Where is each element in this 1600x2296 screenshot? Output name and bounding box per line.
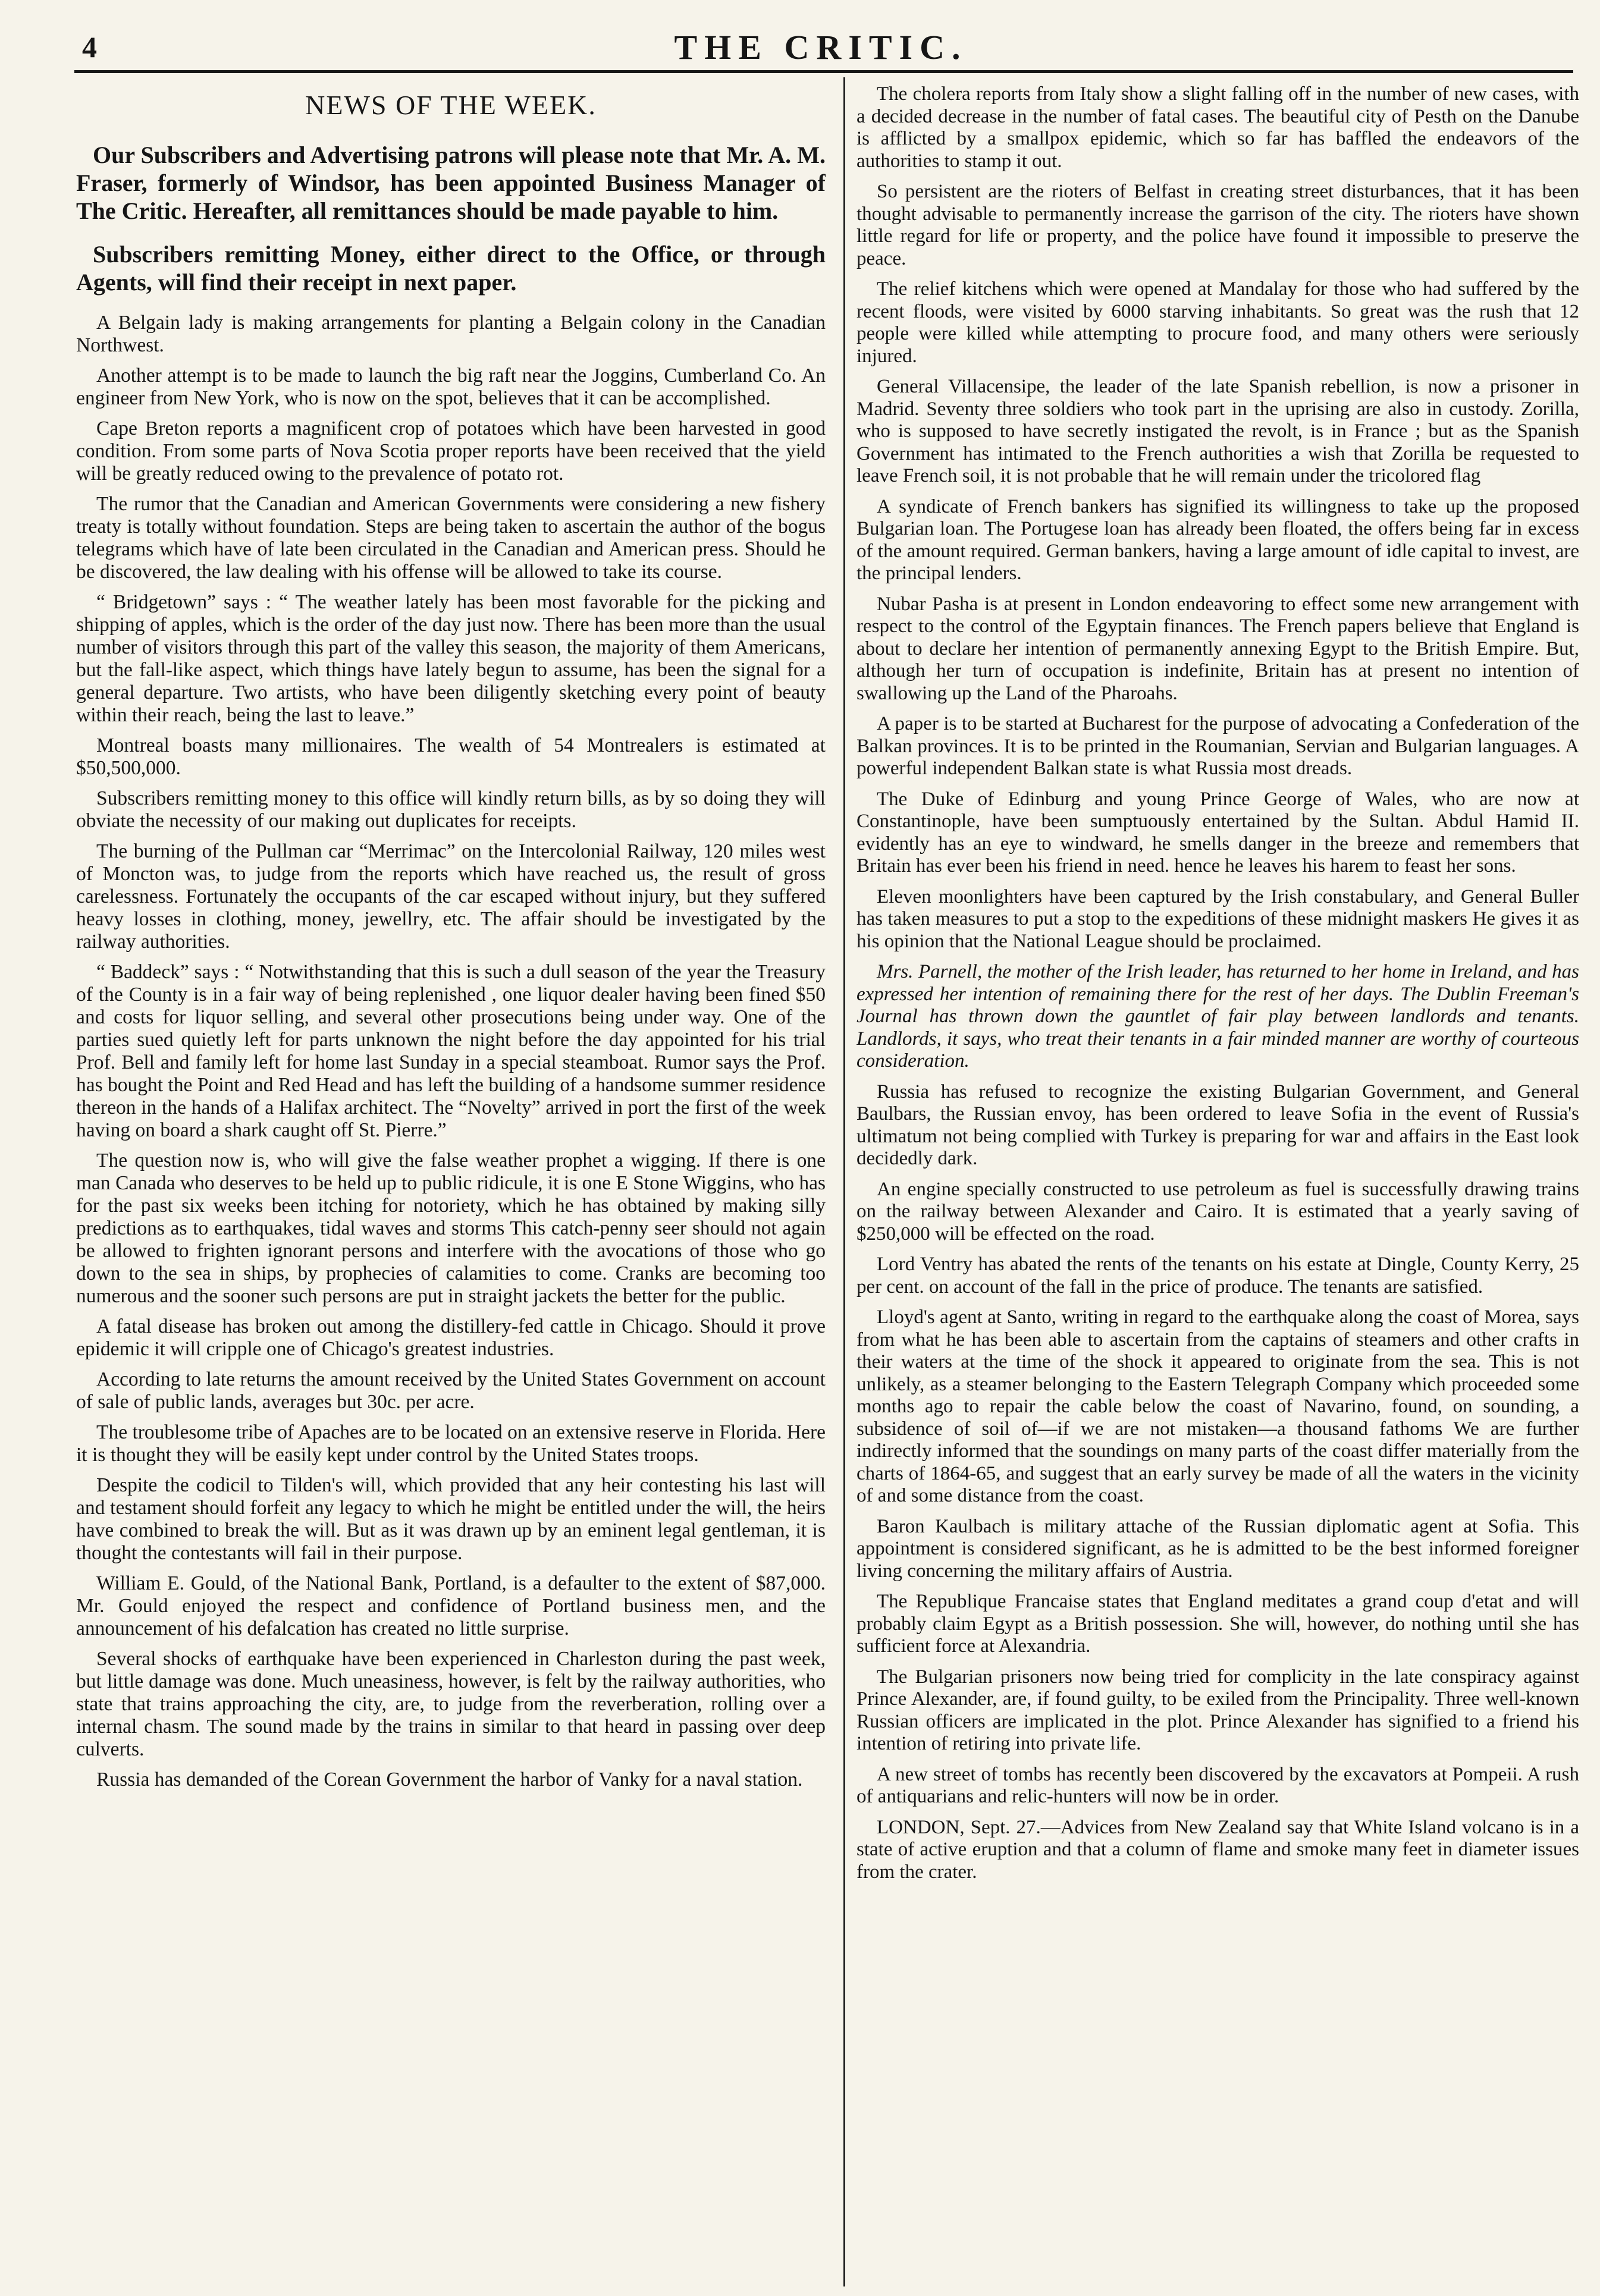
news-item: The Duke of Edinburg and young Prince George of Wales, who are now at Constantinople, have been sumptuously entertained by the Sultan. Abdul Hamid II. evidently has an eye to windward, he smells danger in the breeze and remembers that Britain has ever been his friend in need. hence he leaves his harem to feast her sons. [857, 788, 1579, 877]
page-number: 4 [82, 30, 97, 64]
news-item: William E. Gould, of the National Bank, Portland, is a defaulter to the extent of $87,000. Mr. Gould enjoyed the respect and confidence of Portland business men, and the announcement of his defalcation has created no little surprise. [76, 1572, 826, 1639]
news-item: The Bulgarian prisoners now being tried for complicity in the late conspiracy against Prince Alexander, are, if found guilty, to be exiled from the Principality. Three well-known Russian officers are implicated in the plot. Prince Alexander has signified to a friend his intention of retiring into private life. [857, 1666, 1579, 1754]
news-item: The question now is, who will give the false weather prophet a wigging. If there is one man Canada who deserves to be held up to public ridicule, it is one E Stone Wiggins, who has for the past six weeks been itching for notoriety, which he has obtained by making silly predictions as to earthquakes, tidal waves and storms This catch-penny seer should not again be allowed to frighten ignorant persons and interfere with the avocations of those who go down to the sea in ships, by prophecies of calamities to come. Cranks are becoming too numerous and the sooner such persons are put in straight jackets the better for the public. [76, 1149, 826, 1307]
news-item: According to late returns the amount received by the United States Government on account of sale of public lands, averages but 30c. per acre. [76, 1368, 826, 1413]
masthead [71, 25, 1570, 73]
news-item: A syndicate of French bankers has signified its willingness to take up the proposed Bulgarian loan. The Portugese loan has already been floated, the offers being far in excess of the amount required. German bankers, having a large amount of idle capital to invest, are the principal lenders. [857, 495, 1579, 584]
news-item: Subscribers remitting money to this office will kindly return bills, as by so doing they will obviate the necessity of our making out duplicates for receipts. [76, 787, 826, 832]
news-item: Lloyd's agent at Santo, writing in regard to the earthquake along the coast of Morea, says from what he has been able to ascertain from the captains of steamers and other crafts in their waters at the time of the shock it appeared to originate from the sea. This is not unlikely, as a steamer belonging to the Eastern Telegraph Company which proceeded some months ago to repair the cable below the coast of Navarino, found, on sounding, a subsidence of soil of—if we are not mistaken—a thousand fathoms We are further indirectly informed that the soundings on many parts of the coast differ materially from the charts of 1864-65, and suggest that an early survey be made of all the waters in the vicinity of and some distance from the coast. [857, 1306, 1579, 1506]
news-item: Nubar Pasha is at present in London endeavoring to effect some new arrangement with respect to the control of the Egyptain finances. The French papers believe that England is about to declare her intention of permanently annexing Egypt to the British Empire. But, although her turn of occupation is indefinite, Britain has at present no intention of swallowing up the Land of the Pharoahs. [857, 593, 1579, 704]
news-item: General Villacensipe, the leader of the late Spanish rebellion, is now a prisoner in Madrid. Seventy three soldiers who took part in the uprising are also in custody. Zorilla, who is supposed to have secretly instigated the revolt, is in France ; but as the Spanish Government has intimated to the French authorities a wish that Zorilla be requested to leave French soil, it is not probable that he will remain under the tricolored flag [857, 376, 1579, 486]
news-item: So persistent are the rioters of Belfast in creating street disturbances, that it has been thought advisable to permanently increase the garrison of the city. The rioters have shown little regard for life or property, and the police have found it impossible to preserve the peace. [857, 181, 1579, 269]
news-item: Despite the codicil to Tilden's will, which provided that any heir contesting his last will and testament should forfeit any legacy to which he might be entitled under the will, the heirs have combined to break the will. But as it was drawn up by an eminent legal gentleman, it is thought the contestants will fail in their purpose. [76, 1474, 826, 1564]
news-item: Baron Kaulbach is military attache of the Russian diplomatic agent at Sofia. This appointment is considered significant, as he is admitted to be the best informed foreigner living concerning the military affairs of Austria. [857, 1515, 1579, 1582]
news-item: LONDON, Sept. 27.—Advices from New Zealand say that White Island volcano is in a state of active eruption and that a column of flame and smoke many feet in diameter issues from the crater. [857, 1816, 1579, 1883]
news-item: A paper is to be started at Bucharest for the purpose of advocating a Confederation of the Balkan provinces. It is to be printed in the Roumanian, Servian and Bulgarian languages. A powerful independent Balkan state is what Russia most dreads. [857, 713, 1579, 779]
notice-business-manager: Our Subscribers and Advertising patrons will please note that Mr. A. M. Fraser, formerly of Windsor, has been appointed Business Manager of The Critic. Hereafter, all remittances should be made payable to him. [76, 142, 826, 224]
news-item: Cape Breton reports a magnificent crop of potatoes which have been harvested in good condition. From some parts of Nova Scotia proper reports have been received that the yield will be greatly reduced owing to the prevalence of potato rot. [76, 417, 826, 485]
news-item: Several shocks of earthquake have been experienced in Charleston during the past week, but little damage was done. Much uneasiness, however, is felt by the railway authorities, who state that trains approaching the city, are, to judge from the reverberation, rolling over a internal chasm. The sound made by the trains in similar to that heard in passing over deep culverts. [76, 1648, 826, 1760]
news-item: The Republique Francaise states that England meditates a grand coup d'etat and will probably claim Egypt as a British possession. She will, however, do nothing until she has sufficient force at Alexandria. [857, 1591, 1579, 1657]
news-item: The rumor that the Canadian and American Governments were considering a new fishery treaty is totally without foundation. Steps are being taken to ascertain the author of the bogus telegrams which have of late been circulated in the Canadian and American press. Should he be discovered, the law dealing with his offense will be allowed to take its course. [76, 493, 826, 583]
column-divider [843, 77, 845, 2286]
news-item: A new street of tombs has recently been discovered by the excavators at Pompeii. A rush of antiquarians and relic-hunters will now be in order. [857, 1763, 1579, 1807]
news-item: The relief kitchens which were opened at Mandalay for those who had suffered by the recent floods, were visited by 6000 starving inhabitants. So great was the rush that 12 people were killed while attempting to procure food, and many others were seriously injured. [857, 278, 1579, 367]
news-item: Eleven moonlighters have been captured by the Irish constabulary, and General Buller has taken measures to put a stop to the expeditions of these midnight maskers He gives it as his opinion that the National League should be proclaimed. [857, 885, 1579, 952]
news-item: The burning of the Pullman car “Merrimac” on the Intercolonial Railway, 120 miles west of Moncton was, to judge from the reports which have reached us, the result of gross carelessness. Fortunately the occupants of the car escaped without injury, but they suffered heavy losses in clothing, money, jewellry, etc. The affair should be investigated by the railway authorities. [76, 840, 826, 953]
news-item: Russia has demanded of the Corean Government the harbor of Vanky for a naval station. [96, 1769, 803, 1791]
section-title: NEWS OF THE WEEK. [305, 90, 597, 120]
news-item: Lord Ventry has abated the rents of the tenants on his estate at Dingle, County Kerry, 25 per cent. on account of the fall in the price of produce. The tenants are satisfied. [857, 1254, 1579, 1298]
left-column [76, 83, 826, 2284]
news-item: The troublesome tribe of Apaches are to be located on an extensive reserve in Florida. Here it is thought they will be easily kept under control by the United States troops. [76, 1421, 826, 1466]
header-rule [74, 70, 1573, 73]
news-item: “ Baddeck” says : “ Notwithstanding that this is such a dull season of the year the Treasury of the County is in a fair way of being replenished , one liquor dealer having been fined $50 and costs for liquor selling, and several other prosecutions being under way. One of the parties sued quietly left for parts unknown the night before the day appointed for his trial Prof. Bell and family left for home last Sunday in a special steamboat. Rumor says the Prof. has bought the Point and Red Head and has left the building of a handsome summer residence thereon in the hands of a Halifax architect. The “Novelty” arrived in port the first of the week having on board a shark caught off St. Pierre.” [76, 961, 826, 1141]
news-item: Russia has refused to recognize the existing Bulgarian Government, and General Baulbars, the Russian envoy, has been ordered to leave Sofia in the event of Russia's ultimatum not being complied with Turkey is preparing for war and affairs in the East look decidedly dark. [857, 1081, 1579, 1169]
newspaper-title: THE CRITIC. [674, 28, 968, 67]
notice-subscribers: Subscribers remitting Money, either direct to the Office, or through Agents, will find their receipt in next paper. [76, 241, 826, 296]
news-item: Mrs. Parnell, the mother of the Irish leader, has returned to her home in Ireland, and has expressed her intention of remaining there for the rest of her days. The Dublin Freeman's Journal has thrown down the gauntlet of fair play between landlords and tenants. Landlords, it says, who treat their tenants in a fair minded manner are worthy of courteous consideration. [857, 961, 1579, 1072]
news-item: A Belgain lady is making arrangements for planting a Belgain colony in the Canadian Northwest. [76, 312, 826, 356]
news-item: Montreal boasts many millionaires. The wealth of 54 Montrealers is estimated at $50,500,000. [76, 734, 826, 779]
news-item: An engine specially constructed to use petroleum as fuel is successfully drawing trains on the railway between Alexander and Cairo. It is estimated that a yearly saving of $250,000 will be effected on the road. [857, 1178, 1579, 1245]
news-item: Another attempt is to be made to launch the big raft near the Joggins, Cumberland Co. An engineer from New York, who is now on the spot, believes that it can be accomplished. [76, 365, 826, 409]
news-item: The cholera reports from Italy show a slight falling off in the number of new cases, with a decided decrease in the number of fatal cases. The beautiful city of Pesth on the Danube is afflicted by a smallpox epidemic, which so far has baffled the endeavors of the authorities to stamp it out. [857, 83, 1579, 172]
news-item: “ Bridgetown” says : “ The weather lately has been most favorable for the picking and shipping of apples, which is the order of the day just now. There has been more than the usual number of visitors through this part of the valley this season, the majority of them Americans, but the fall-like aspect, which things have lately begun to assume, has been the signal for a general departure. Two artists, who have been diligently sketching every point of beauty within their reach, being the last to leave.” [76, 591, 826, 726]
right-column [857, 83, 1579, 2284]
news-item: A fatal disease has broken out among the distillery-fed cattle in Chicago. Should it prove epidemic it will cripple one of Chicago's greatest industries. [76, 1315, 826, 1360]
